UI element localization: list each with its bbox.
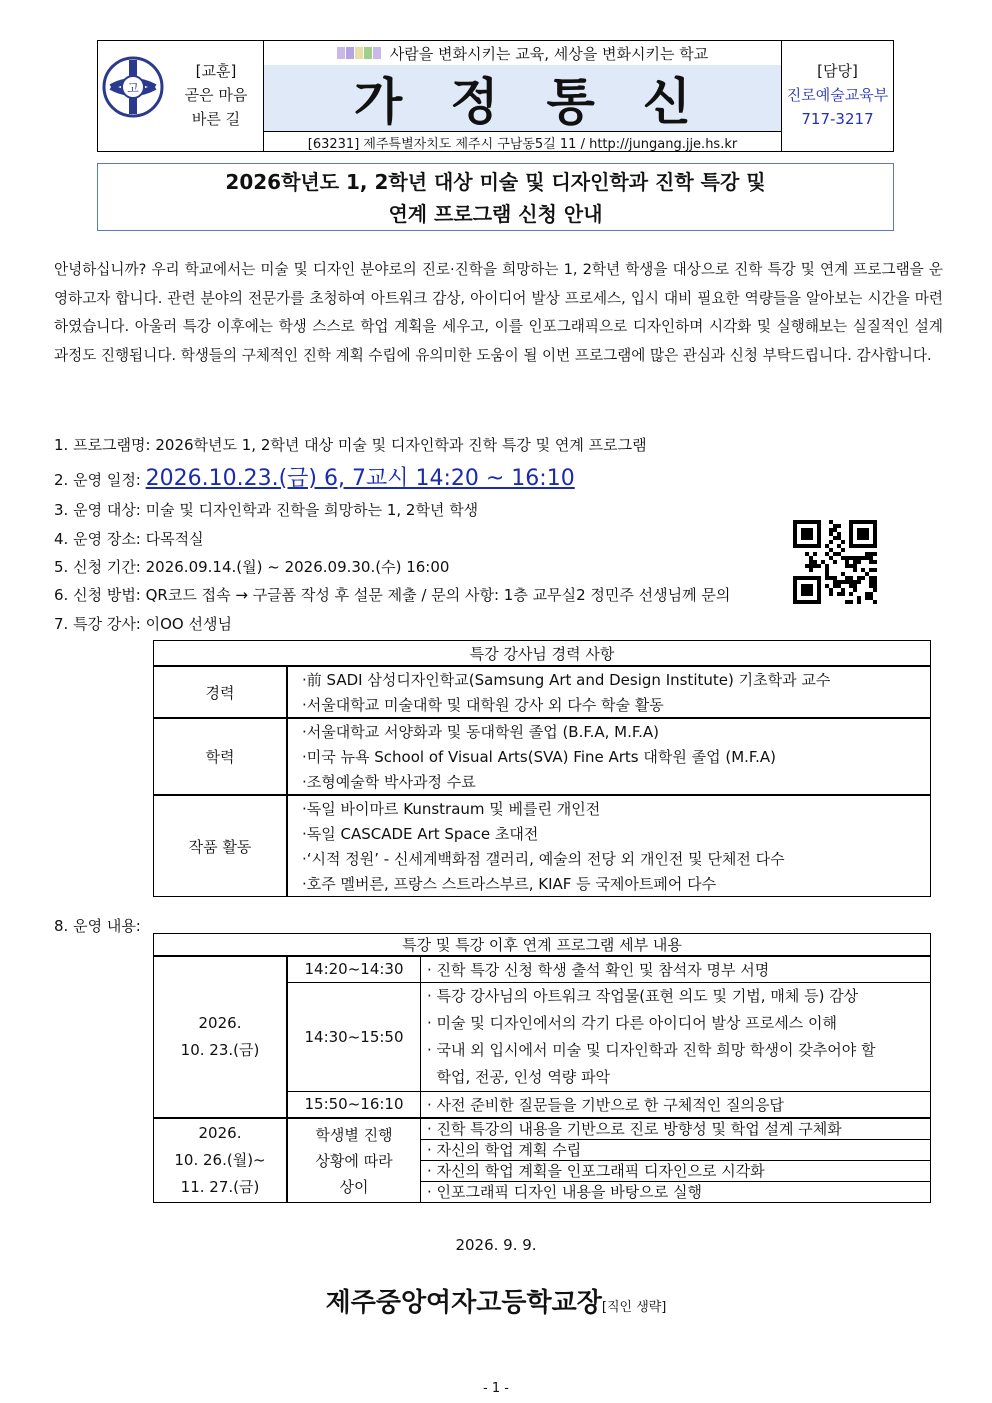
school-logo xyxy=(101,55,165,119)
slot-description-line: 학업, 전공, 인성 역량 파악 xyxy=(427,1068,611,1086)
time-slot: 15:50~16:10 xyxy=(287,1092,421,1119)
day1-date-line1: 2026. xyxy=(198,1014,242,1032)
day2-date-line2: 10. 26.(월)~ xyxy=(174,1151,266,1169)
newsletter-header xyxy=(97,40,894,152)
decoration-square xyxy=(337,47,345,59)
motto-line1: 곧은 마음 xyxy=(184,86,248,104)
lecturer-career-table xyxy=(153,640,931,897)
slot-description: · 자신의 학업 계획을 인포그래픽 디자인으로 시각화 xyxy=(421,1161,931,1182)
signature-text: 제주중앙여자고등학교장 xyxy=(325,1288,602,1318)
decoration-square xyxy=(373,47,381,59)
motto-line2: 바른 길 xyxy=(191,110,241,128)
contact-info xyxy=(782,59,893,131)
works-line: ·독일 바이마르 Kunstraum 및 베를린 개인전 xyxy=(287,795,931,821)
flex-line2: 상황에 따라 xyxy=(315,1151,393,1170)
item-content: 8. 운영 내용: xyxy=(54,917,141,935)
career-label: 경력 xyxy=(154,666,288,718)
slogan-text: 사람을 변화시키는 교육, 세상을 변화시키는 학교 xyxy=(389,44,709,63)
time-slot-flexible xyxy=(287,1118,421,1203)
notice-title-line1: 2026학년도 1, 2학년 대상 미술 및 디자인학과 진학 특강 및 xyxy=(225,170,766,194)
day1-date-line2: 10. 23.(금) xyxy=(180,1041,260,1059)
item-target: 3. 운영 대상: 미술 및 디자인학과 진학을 희망하는 1, 2학년 학생 xyxy=(54,501,479,519)
decoration-square xyxy=(346,47,354,59)
education-line: ·서울대학교 서양화과 및 동대학원 졸업 (B.F.A, M.F.A) xyxy=(287,718,931,744)
day2-date-line1: 2026. xyxy=(198,1124,242,1142)
education-line: ·미국 뉴욕 School of Visual Arts(SVA) Fine Arts 대학원 졸업 (M.F.A) xyxy=(287,744,931,769)
slot-description-line: · 특강 강사님의 아트워크 작업물(표현 의도 및 기법, 매체 등) 감상 xyxy=(427,987,859,1005)
notice-title-line2: 연계 프로그램 신청 안내 xyxy=(388,202,603,226)
works-line: ·독일 CASCADE Art Space 초대전 xyxy=(287,821,931,846)
flex-line1: 학생별 진행 xyxy=(315,1125,393,1144)
day2-date-line3: 11. 27.(금) xyxy=(180,1178,260,1196)
slot-description: · 자신의 학업 계획 수립 xyxy=(421,1140,931,1161)
item-schedule xyxy=(54,461,575,492)
slot-description: · 진학 특강 신청 학생 출석 확인 및 참석자 명부 서명 xyxy=(421,956,931,983)
decoration-square xyxy=(355,47,363,59)
notice-title xyxy=(97,163,894,231)
intro-paragraph: 안녕하십니까? 우리 학교에서는 미술 및 디자인 분야로의 진로·진학을 희망하는 1, 2학년 학생을 대상으로 진학 특강 및 연계 프로그램을 운영하고자 합니다. 관련 분야의 전문가를 초청하여 아트워크 감상, 아이디어 발상 프로세스, 입시 대비 필요한 역량들을 알아보는 시간을 마련하였습니다. 아울러 특강 이후에는 학생 스스로 학업 계획을 세우고, 이를 인포그래픽으로 디자인하며 시각화 및 실행해보는 실질적인 설계 과정도 진행됩니다. 학생들의 구체적인 진학 계획 수립에 유의미한 도움이 될 이번 프로그램에 많은 관심과 신청 부탁드립니다. 감사합니다. xyxy=(54,261,943,364)
education-line: ·조형예술학 박사과정 수료 xyxy=(287,769,931,795)
svg-text:고: 고 xyxy=(127,81,139,95)
schedule-label: 2. 운영 일정: xyxy=(54,471,146,489)
item-lecturer: 7. 특강 강사: 이OO 선생님 xyxy=(54,615,232,633)
decoration-square xyxy=(364,47,372,59)
slot-description-line: · 국내 외 입시에서 미술 및 디자인학과 진학 희망 학생이 갖추어야 할 xyxy=(427,1041,876,1059)
item-method: 6. 신청 방법: QR코드 접속 → 구글폼 작성 후 설문 제출 / 문의 사항: 1층 교무실2 정민주 선생님께 문의 xyxy=(54,586,731,604)
time-slot: 14:30~15:50 xyxy=(287,983,421,1092)
item-program-name: 1. 프로그램명: 2026학년도 1, 2학년 대상 미술 및 디자인학과 진학 특강 및 연계 프로그램 xyxy=(54,436,647,454)
contact-label: [담당] xyxy=(817,62,858,80)
page-number: - 1 - xyxy=(483,1381,509,1396)
phone-number: 717-3217 xyxy=(801,110,874,128)
newsletter-title-text: 가정통신 xyxy=(353,72,740,131)
school-address: [63231] 제주특별자치도 제주시 구남동5길 11 / http://jungang.jje.hs.kr xyxy=(264,131,781,152)
slot-description: · 인포그래픽 디자인 내용을 바탕으로 실행 xyxy=(421,1182,931,1203)
seal-note: [직인 생략] xyxy=(601,1300,667,1315)
day2-date xyxy=(154,1118,288,1203)
time-slot: 14:20~14:30 xyxy=(287,956,421,983)
program-detail-table xyxy=(153,933,931,1203)
lecturer-table-header: 특강 강사님 경력 사항 xyxy=(154,641,931,667)
qr-code[interactable] xyxy=(793,520,877,604)
slot-description: · 사전 준비한 질문들을 기반으로 한 구체적인 질의응답 xyxy=(421,1092,931,1119)
issue-date: 2026. 9. 9. xyxy=(455,1236,537,1254)
education-label: 학력 xyxy=(154,718,288,795)
program-table-header: 특강 및 특강 이후 연계 프로그램 세부 내용 xyxy=(154,934,931,957)
item-period: 5. 신청 기간: 2026.09.14.(월) ~ 2026.09.30.(수) 16:00 xyxy=(54,558,450,576)
day1-date xyxy=(154,956,288,1118)
newsletter-title xyxy=(264,65,781,131)
item-location: 4. 운영 장소: 다목적실 xyxy=(54,530,204,548)
works-label: 작품 활동 xyxy=(154,795,288,897)
department: 진로예술교육부 xyxy=(786,86,889,104)
career-line: ·前 SADI 삼성디자인학교(Samsung Art and Design Institute) 기초학과 교수 xyxy=(287,666,931,692)
slot-description: · 진학 특강의 내용을 기반으로 진로 방향성 및 학업 설계 구체화 xyxy=(421,1118,931,1140)
slogan-decoration xyxy=(337,47,382,59)
works-line: ·‘시적 정원’ - 신세계백화점 갤러리, 예술의 전당 외 개인전 및 단체전 다수 xyxy=(287,846,931,871)
slot-description-line: · 미술 및 디자인에서의 각기 다른 아이디어 발상 프로세스 이해 xyxy=(427,1014,837,1032)
career-line: ·서울대학교 미술대학 및 대학원 강사 외 다수 학술 활동 xyxy=(287,692,931,718)
school-motto xyxy=(176,59,256,131)
slot-description xyxy=(421,983,931,1092)
schedule-value: 2026.10.23.(금) 6, 7교시 14:20 ~ 16:10 xyxy=(145,466,575,491)
works-line: ·호주 멜버른, 프랑스 스트라스부르, KIAF 등 국제아트페어 다수 xyxy=(287,871,931,897)
motto-label: [교훈] xyxy=(195,62,237,80)
principal-signature xyxy=(0,1282,992,1319)
flex-line3: 상이 xyxy=(339,1177,369,1196)
